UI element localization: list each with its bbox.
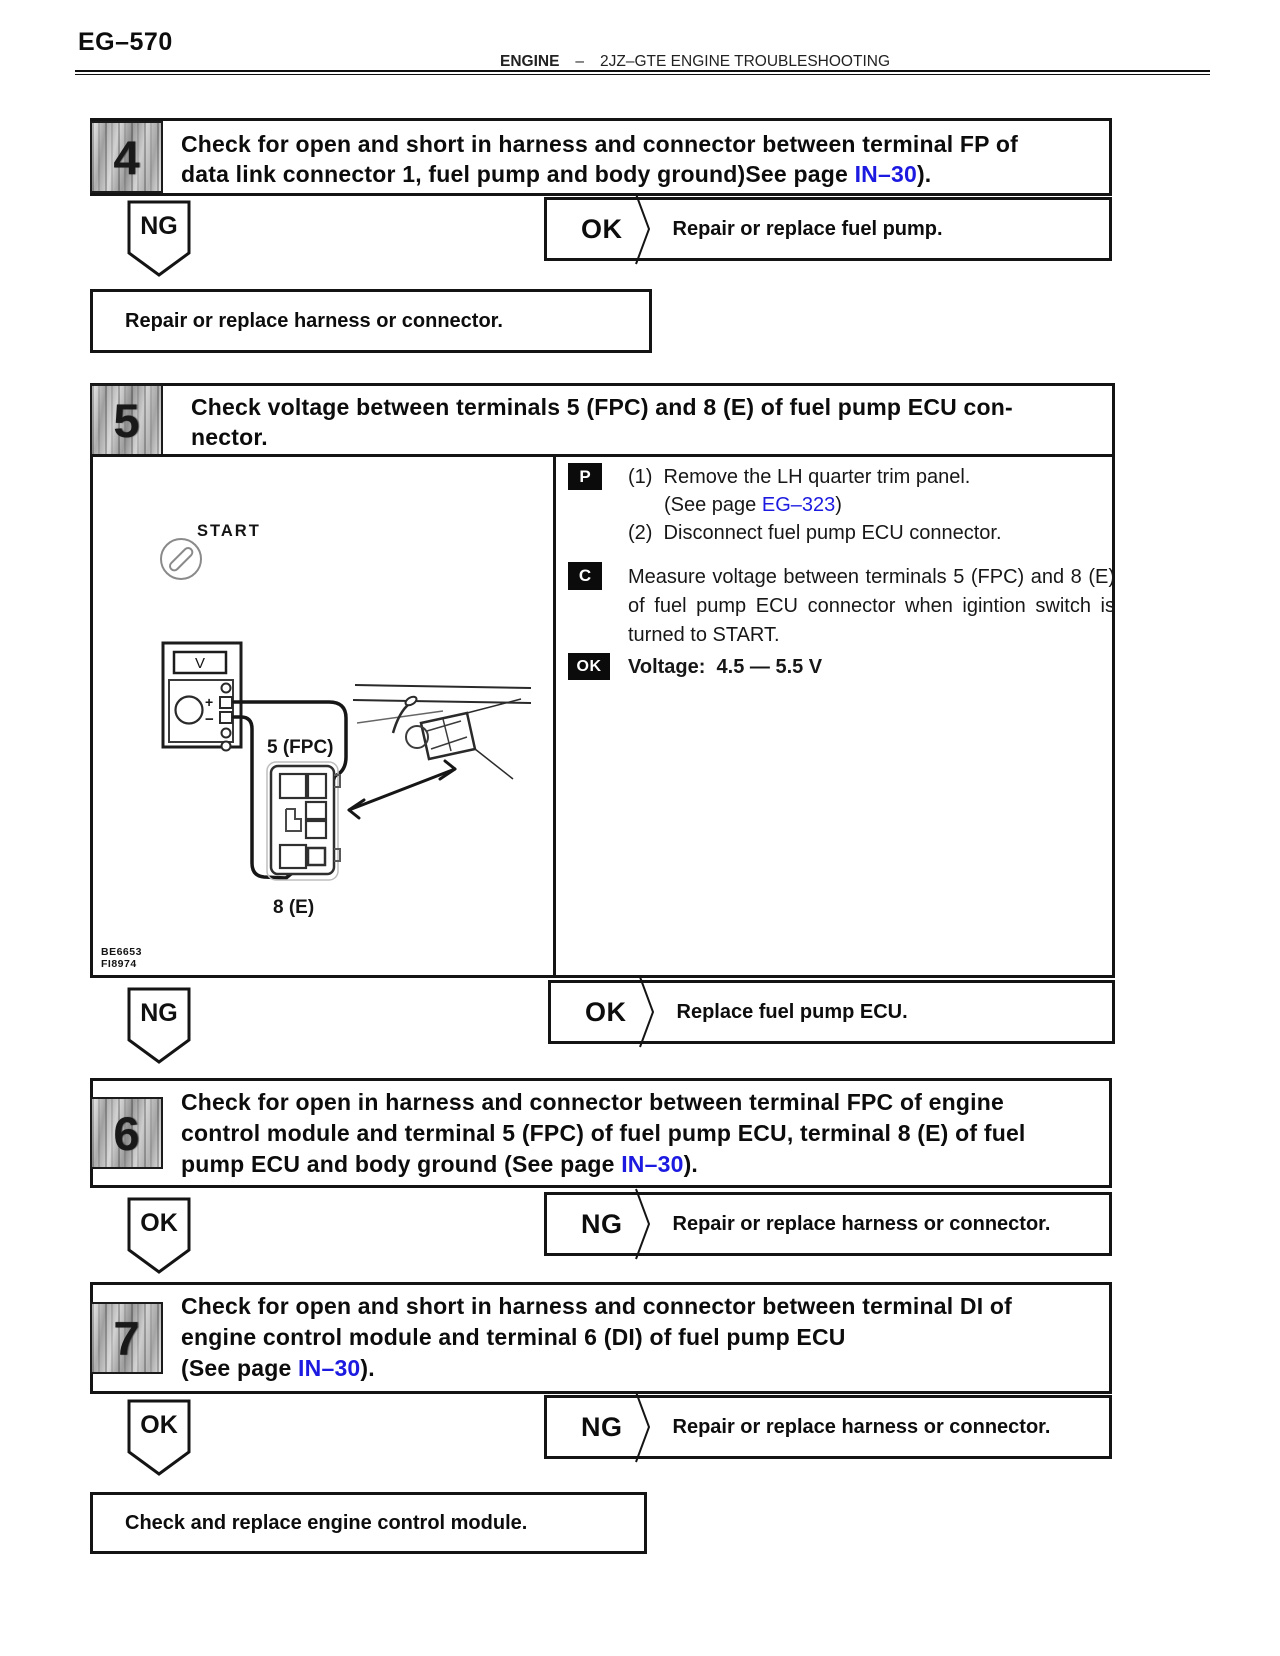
step6-number-badge bbox=[90, 1097, 163, 1169]
step5-number: 5 bbox=[113, 393, 140, 447]
procedure-see-page: (See page EG–323) bbox=[664, 494, 842, 516]
terminal8-label: 8 (E) bbox=[273, 897, 315, 918]
header-rule bbox=[75, 70, 1210, 75]
in30-link-step4[interactable]: IN–30 bbox=[854, 161, 917, 187]
step6-line1: Check for open in harness and connector between terminal FPC of engine bbox=[181, 1089, 1004, 1115]
ok-label: OK bbox=[581, 213, 623, 244]
ecu-location-sketch bbox=[353, 685, 531, 779]
step4-line1: Check for open and short in harness and connector between terminal FP of bbox=[181, 131, 1019, 157]
step5-line1: Check voltage between terminals 5 (FPC) and 8 (E) of fuel pump ECU con- bbox=[191, 394, 1013, 420]
terminal5-label: 5 (FPC) bbox=[267, 737, 334, 758]
start-label: START bbox=[197, 522, 261, 540]
step5-ok-result-box bbox=[548, 980, 1115, 1044]
step5-number-badge bbox=[90, 384, 163, 456]
step7-line3: (See page IN–30). bbox=[181, 1355, 375, 1381]
in30-link-step7[interactable]: IN–30 bbox=[298, 1355, 361, 1381]
step4-box bbox=[90, 118, 1112, 196]
p-badge: P bbox=[568, 463, 602, 490]
pointer-arrow bbox=[349, 761, 455, 818]
connector-diagram bbox=[267, 762, 340, 880]
step6-ok-arrow bbox=[126, 1196, 192, 1276]
ok-label: OK bbox=[140, 1209, 178, 1237]
header-title-row bbox=[110, 53, 1280, 71]
step7-box bbox=[90, 1282, 1112, 1394]
figure-code-2: FI8974 bbox=[101, 958, 137, 970]
chevron-icon bbox=[633, 1185, 653, 1263]
step7-number-badge bbox=[90, 1302, 163, 1374]
voltage-spec: Voltage: 4.5 — 5.5 V bbox=[628, 656, 823, 678]
see-page-link-eg323[interactable]: EG–323 bbox=[761, 494, 836, 516]
meter-minus-label: − bbox=[205, 711, 214, 728]
step4-ng-arrow bbox=[126, 199, 192, 279]
step4-line2: data link connector 1, fuel pump and body ground)See page IN–30). bbox=[181, 161, 932, 187]
step7-line1: Check for open and short in harness and connector between terminal DI of bbox=[181, 1293, 1013, 1319]
final-action-text: Check and replace engine control module. bbox=[125, 1511, 528, 1534]
step7-ng-result-text: Repair or replace harness or connector. bbox=[672, 1415, 1051, 1438]
ok-label: OK bbox=[585, 996, 627, 1027]
step6-box bbox=[90, 1078, 1112, 1188]
figure-code-1: BE6653 bbox=[101, 946, 142, 958]
diagram-panel bbox=[93, 457, 553, 975]
final-action-box bbox=[90, 1492, 647, 1554]
measure-instruction: Measure voltage between terminals 5 (FPC) and 8 (E) of fuel pump ECU connector when igintion switch is turned to START. bbox=[628, 566, 1115, 646]
step4-number: 4 bbox=[113, 130, 140, 184]
step5-ok-result-text: Replace fuel pump ECU. bbox=[676, 1000, 908, 1023]
ignition-key-icon bbox=[161, 539, 201, 579]
c-badge: C bbox=[568, 562, 602, 590]
step4-number-badge bbox=[90, 121, 163, 193]
step7-number: 7 bbox=[113, 1311, 140, 1365]
step5-content-box bbox=[90, 454, 1115, 978]
step7-ok-arrow bbox=[126, 1398, 192, 1478]
chevron-icon bbox=[633, 190, 653, 268]
step6-ng-result-text: Repair or replace harness or connector. bbox=[672, 1212, 1051, 1235]
step7-ng-result-box bbox=[544, 1395, 1112, 1459]
step5-heading bbox=[93, 386, 1112, 452]
procedure-step-2: (2) Disconnect fuel pump ECU connector. bbox=[628, 522, 1002, 544]
step4-heading bbox=[93, 121, 1109, 189]
header-dash: – bbox=[575, 53, 585, 70]
step6-ng-result-box bbox=[544, 1192, 1112, 1256]
ok-badge: OK bbox=[568, 653, 610, 680]
ok-label: OK bbox=[140, 1411, 178, 1439]
ng-label: NG bbox=[581, 1208, 623, 1239]
procedure-step-1: (1) Remove the LH quarter trim panel. bbox=[628, 466, 971, 488]
header-page-code: EG–570 bbox=[78, 28, 173, 56]
meter-plus-label: + bbox=[205, 694, 214, 710]
step4-ng-result-text: Repair or replace harness or connector. bbox=[125, 309, 503, 332]
step4-ok-result-box bbox=[544, 197, 1112, 261]
chevron-icon bbox=[637, 973, 657, 1051]
step7-heading bbox=[93, 1285, 1109, 1384]
in30-link-step6[interactable]: IN–30 bbox=[621, 1151, 684, 1177]
step6-number: 6 bbox=[113, 1106, 140, 1160]
meter-v-label: V bbox=[194, 655, 206, 672]
step4-ok-result-text: Repair or replace fuel pump. bbox=[672, 217, 943, 240]
step4-ng-result-box bbox=[90, 289, 652, 353]
header-title: 2JZ–GTE ENGINE TROUBLESHOOTING bbox=[600, 53, 891, 70]
step5-line2: nector. bbox=[191, 424, 268, 450]
step6-line2: control module and terminal 5 (FPC) of fuel pump ECU, terminal 8 (E) of fuel bbox=[181, 1120, 1026, 1146]
ng-label: NG bbox=[581, 1411, 623, 1442]
step5-box bbox=[90, 383, 1115, 457]
step7-line2: engine control module and terminal 6 (DI) of fuel pump ECU bbox=[181, 1324, 846, 1350]
step6-line3: pump ECU and body ground (See page IN–30). bbox=[181, 1151, 699, 1177]
header-section: ENGINE bbox=[499, 53, 560, 70]
step5-ng-arrow bbox=[126, 986, 192, 1066]
panel-divider bbox=[553, 457, 556, 975]
step6-heading bbox=[93, 1081, 1109, 1180]
chevron-icon bbox=[633, 1388, 653, 1466]
ng-label: NG bbox=[140, 999, 178, 1027]
ng-label: NG bbox=[140, 212, 178, 240]
